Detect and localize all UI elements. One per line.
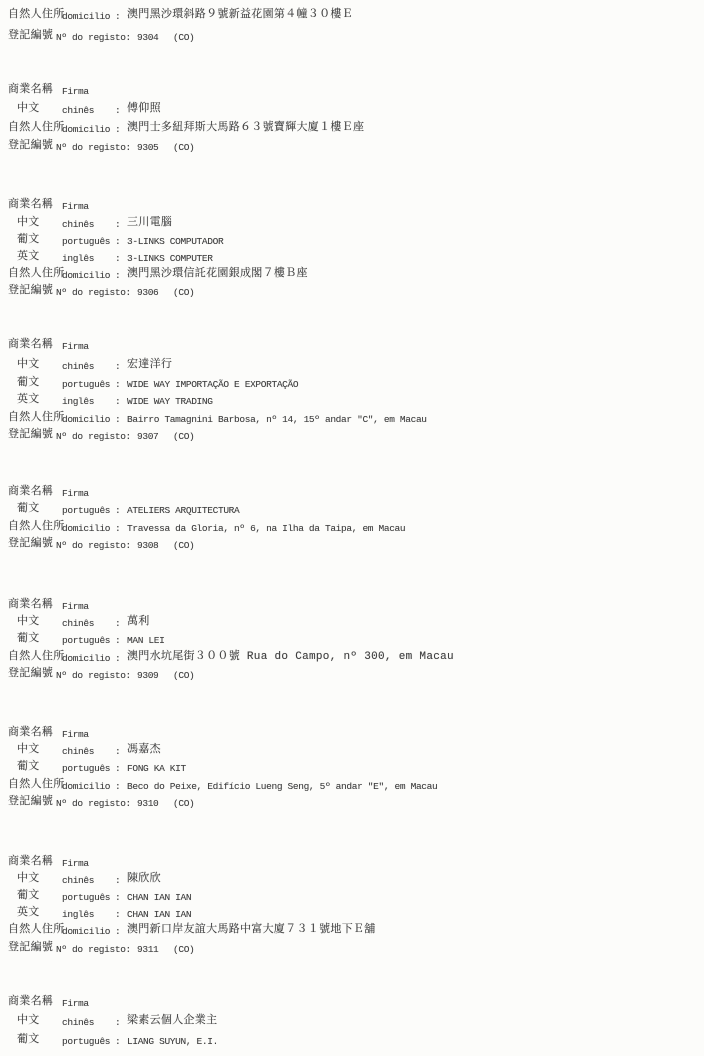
chinese-label-zh: 中文 bbox=[17, 359, 40, 371]
registration-label-zh: 登記編號 bbox=[8, 30, 54, 42]
registration-number: 9306 bbox=[137, 287, 159, 298]
registration-number: 9304 bbox=[137, 32, 159, 43]
registration-number: 9311 bbox=[137, 944, 159, 955]
colon: : bbox=[115, 219, 121, 230]
english-label-zh: 英文 bbox=[17, 251, 40, 263]
business-name-label-pt: Firma bbox=[62, 998, 89, 1009]
chinese-name-value: 傅仰照 bbox=[127, 103, 161, 115]
colon: : bbox=[115, 926, 121, 937]
portuguese-name-row bbox=[0, 633, 704, 648]
registration-label-zh: 登記編號 bbox=[8, 285, 54, 297]
chinese-name-row bbox=[0, 873, 704, 888]
firma-row bbox=[0, 486, 704, 501]
portuguese-label-zh: 葡文 bbox=[17, 377, 40, 389]
chinese-label-zh: 中文 bbox=[17, 1015, 40, 1027]
registration-number: 9307 bbox=[137, 431, 159, 442]
colon: : bbox=[115, 236, 121, 247]
portuguese-name-value: CHAN IAN IAN bbox=[127, 892, 192, 903]
portuguese-name-row bbox=[0, 234, 704, 249]
domicile-label-zh: 自然人住所 bbox=[8, 521, 65, 533]
chinese-label-pt: chinês bbox=[62, 1017, 95, 1028]
domicile-value: 澳門士多紐拜斯大馬路６３號寶輝大廈１樓Ｅ座 bbox=[127, 122, 365, 134]
registration-number: 9309 bbox=[137, 670, 159, 681]
portuguese-label-zh: 葡文 bbox=[17, 761, 40, 773]
registration-row bbox=[0, 668, 704, 683]
registration-type: (CO) bbox=[173, 540, 195, 551]
colon: : bbox=[115, 909, 121, 920]
portuguese-label-zh: 葡文 bbox=[17, 633, 40, 645]
chinese-label-pt: chinês bbox=[62, 618, 95, 629]
chinese-name-value: 梁素云個人企業主 bbox=[127, 1015, 218, 1027]
registration-type: (CO) bbox=[173, 944, 195, 955]
registration-label-pt: Nº do registo: bbox=[56, 540, 131, 551]
colon: : bbox=[115, 618, 121, 629]
chinese-label-zh: 中文 bbox=[17, 217, 40, 229]
colon: : bbox=[115, 763, 121, 774]
portuguese-label-zh: 葡文 bbox=[17, 890, 40, 902]
english-label-zh: 英文 bbox=[17, 394, 40, 406]
english-name-row bbox=[0, 394, 704, 409]
colon: : bbox=[115, 523, 121, 534]
domicile-label-pt: domicilio bbox=[62, 414, 111, 425]
colon: : bbox=[115, 892, 121, 903]
registration-label-zh: 登記編號 bbox=[8, 796, 54, 808]
registration-row bbox=[0, 30, 704, 45]
business-name-label-zh: 商業名稱 bbox=[8, 84, 54, 96]
portuguese-name-row bbox=[0, 890, 704, 905]
firma-row bbox=[0, 856, 704, 871]
business-name-label-pt: Firma bbox=[62, 601, 89, 612]
portuguese-name-value: ATELIERS ARQUITECTURA bbox=[127, 505, 240, 516]
domicile-value: 澳門黑沙環斜路９號新益花園第４幢３０樓Ｅ bbox=[127, 9, 353, 21]
firma-row bbox=[0, 599, 704, 614]
chinese-name-row bbox=[0, 616, 704, 631]
domicile-value: 澳門水坑尾街３００號 Rua do Campo, nº 300, em Macau bbox=[127, 651, 454, 663]
registration-row bbox=[0, 285, 704, 300]
domicile-value: Travessa da Gloria, nº 6, na Ilha da Taipa, em Macau bbox=[127, 523, 406, 534]
domicile-row bbox=[0, 122, 704, 137]
portuguese-name-value: 3-LINKS COMPUTADOR bbox=[127, 236, 224, 247]
chinese-name-row bbox=[0, 1015, 704, 1030]
chinese-label-zh: 中文 bbox=[17, 103, 40, 115]
chinese-label-pt: chinês bbox=[62, 219, 95, 230]
chinese-name-value: 馮嘉杰 bbox=[127, 744, 161, 756]
english-label-zh: 英文 bbox=[17, 907, 40, 919]
registration-number: 9310 bbox=[137, 798, 159, 809]
colon: : bbox=[115, 635, 121, 646]
portuguese-label-zh: 葡文 bbox=[17, 234, 40, 246]
colon: : bbox=[115, 11, 121, 22]
business-name-label-pt: Firma bbox=[62, 488, 89, 499]
business-name-label-zh: 商業名稱 bbox=[8, 339, 54, 351]
chinese-label-pt: chinês bbox=[62, 746, 95, 757]
domicile-row bbox=[0, 924, 704, 939]
english-name-value: WIDE WAY TRADING bbox=[127, 396, 213, 407]
business-name-label-pt: Firma bbox=[62, 729, 89, 740]
portuguese-name-row bbox=[0, 377, 704, 392]
domicile-row bbox=[0, 412, 704, 427]
chinese-label-zh: 中文 bbox=[17, 616, 40, 628]
chinese-name-row bbox=[0, 217, 704, 232]
colon: : bbox=[115, 379, 121, 390]
registration-label-zh: 登記編號 bbox=[8, 668, 54, 680]
chinese-name-value: 陳欣欣 bbox=[127, 873, 161, 885]
domicile-label-zh: 自然人住所 bbox=[8, 9, 65, 21]
registration-row bbox=[0, 796, 704, 811]
registration-label-zh: 登記編號 bbox=[8, 140, 54, 152]
chinese-label-pt: chinês bbox=[62, 105, 95, 116]
portuguese-label-zh: 葡文 bbox=[17, 503, 40, 515]
english-name-value: CHAN IAN IAN bbox=[127, 909, 192, 920]
domicile-label-zh: 自然人住所 bbox=[8, 651, 65, 663]
domicile-value: Bairro Tamagnini Barbosa, nº 14, 15º andar "C", em Macau bbox=[127, 414, 427, 425]
english-label-pt: inglês bbox=[62, 253, 95, 264]
domicile-row bbox=[0, 268, 704, 283]
portuguese-label-zh: 葡文 bbox=[17, 1034, 40, 1046]
domicile-row bbox=[0, 651, 704, 666]
english-name-value: 3-LINKS COMPUTER bbox=[127, 253, 213, 264]
domicile-label-zh: 自然人住所 bbox=[8, 268, 65, 280]
english-label-pt: inglês bbox=[62, 909, 95, 920]
portuguese-label-pt: português bbox=[62, 635, 111, 646]
business-name-label-zh: 商業名稱 bbox=[8, 199, 54, 211]
registration-label-pt: Nº do registo: bbox=[56, 287, 131, 298]
domicile-label-pt: domicilio bbox=[62, 653, 111, 664]
portuguese-name-value: LIANG SUYUN, E.I. bbox=[127, 1036, 218, 1047]
portuguese-label-pt: português bbox=[62, 1036, 111, 1047]
registration-type: (CO) bbox=[173, 798, 195, 809]
business-name-label-pt: Firma bbox=[62, 86, 89, 97]
colon: : bbox=[115, 746, 121, 757]
colon: : bbox=[115, 396, 121, 407]
portuguese-name-row bbox=[0, 761, 704, 776]
firma-row bbox=[0, 996, 704, 1011]
colon: : bbox=[115, 124, 121, 135]
chinese-name-value: 萬利 bbox=[127, 616, 150, 628]
colon: : bbox=[115, 1036, 121, 1047]
business-name-label-pt: Firma bbox=[62, 341, 89, 352]
registration-type: (CO) bbox=[173, 142, 195, 153]
firma-row bbox=[0, 84, 704, 99]
chinese-label-pt: chinês bbox=[62, 361, 95, 372]
portuguese-label-pt: português bbox=[62, 236, 111, 247]
portuguese-label-pt: português bbox=[62, 505, 111, 516]
chinese-label-zh: 中文 bbox=[17, 873, 40, 885]
registration-label-pt: Nº do registo: bbox=[56, 142, 131, 153]
domicile-label-pt: domicilio bbox=[62, 270, 111, 281]
colon: : bbox=[115, 875, 121, 886]
registration-label-pt: Nº do registo: bbox=[56, 798, 131, 809]
chinese-label-zh: 中文 bbox=[17, 744, 40, 756]
domicile-value: Beco do Peixe, Edifício Lueng Seng, 5º andar "E", em Macau bbox=[127, 781, 438, 792]
registration-number: 9308 bbox=[137, 540, 159, 551]
registration-type: (CO) bbox=[173, 670, 195, 681]
registration-label-pt: Nº do registo: bbox=[56, 431, 131, 442]
portuguese-name-value: FONG KA KIT bbox=[127, 763, 186, 774]
registration-label-pt: Nº do registo: bbox=[56, 944, 131, 955]
domicile-label-pt: domicilio bbox=[62, 781, 111, 792]
chinese-name-value: 宏達洋行 bbox=[127, 359, 173, 371]
firma-row bbox=[0, 727, 704, 742]
portuguese-name-row bbox=[0, 503, 704, 518]
business-name-label-pt: Firma bbox=[62, 201, 89, 212]
portuguese-name-value: WIDE WAY IMPORTAÇÃO E EXPORTAÇÃO bbox=[127, 379, 299, 390]
registration-type: (CO) bbox=[173, 32, 195, 43]
registration-label-pt: Nº do registo: bbox=[56, 32, 131, 43]
domicile-value: 澳門黑沙環信託花園銀成閣７樓Ｂ座 bbox=[127, 268, 308, 280]
english-label-pt: inglês bbox=[62, 396, 95, 407]
domicile-label-zh: 自然人住所 bbox=[8, 412, 65, 424]
registration-type: (CO) bbox=[173, 287, 195, 298]
colon: : bbox=[115, 505, 121, 516]
chinese-name-value: 三川電腦 bbox=[127, 217, 173, 229]
domicile-label-pt: domicilio bbox=[62, 124, 111, 135]
domicile-row bbox=[0, 9, 704, 24]
domicile-label-pt: domicilio bbox=[62, 926, 111, 937]
business-name-label-zh: 商業名稱 bbox=[8, 856, 54, 868]
business-name-label-zh: 商業名稱 bbox=[8, 996, 54, 1008]
registration-label-zh: 登記編號 bbox=[8, 942, 54, 954]
registration-type: (CO) bbox=[173, 431, 195, 442]
business-name-label-zh: 商業名稱 bbox=[8, 599, 54, 611]
registration-label-pt: Nº do registo: bbox=[56, 670, 131, 681]
chinese-label-pt: chinês bbox=[62, 875, 95, 886]
portuguese-label-pt: português bbox=[62, 763, 111, 774]
portuguese-label-pt: português bbox=[62, 379, 111, 390]
colon: : bbox=[115, 1017, 121, 1028]
colon: : bbox=[115, 414, 121, 425]
domicile-label-pt: domicilio bbox=[62, 523, 111, 534]
registration-row bbox=[0, 140, 704, 155]
registration-label-zh: 登記編號 bbox=[8, 429, 54, 441]
registration-row bbox=[0, 538, 704, 553]
english-name-row bbox=[0, 251, 704, 266]
colon: : bbox=[115, 361, 121, 372]
business-name-label-pt: Firma bbox=[62, 858, 89, 869]
domicile-row bbox=[0, 521, 704, 536]
firma-row bbox=[0, 199, 704, 214]
domicile-value: 澳門新口岸友誼大馬路中富大廈７３１號地下Ｅ舖 bbox=[127, 924, 376, 936]
colon: : bbox=[115, 653, 121, 664]
colon: : bbox=[115, 270, 121, 281]
registration-row bbox=[0, 942, 704, 957]
chinese-name-row bbox=[0, 744, 704, 759]
business-name-label-zh: 商業名稱 bbox=[8, 727, 54, 739]
portuguese-name-value: MAN LEI bbox=[127, 635, 165, 646]
colon: : bbox=[115, 253, 121, 264]
chinese-name-row bbox=[0, 103, 704, 118]
english-name-row bbox=[0, 907, 704, 922]
business-name-label-zh: 商業名稱 bbox=[8, 486, 54, 498]
firma-row bbox=[0, 339, 704, 354]
portuguese-label-pt: português bbox=[62, 892, 111, 903]
domicile-label-zh: 自然人住所 bbox=[8, 924, 65, 936]
colon: : bbox=[115, 781, 121, 792]
registration-label-zh: 登記編號 bbox=[8, 538, 54, 550]
domicile-row bbox=[0, 779, 704, 794]
domicile-label-pt: domicilio bbox=[62, 11, 111, 22]
registration-number: 9305 bbox=[137, 142, 159, 153]
colon: : bbox=[115, 105, 121, 116]
domicile-label-zh: 自然人住所 bbox=[8, 779, 65, 791]
domicile-label-zh: 自然人住所 bbox=[8, 122, 65, 134]
registration-row bbox=[0, 429, 704, 444]
portuguese-name-row bbox=[0, 1034, 704, 1049]
chinese-name-row bbox=[0, 359, 704, 374]
